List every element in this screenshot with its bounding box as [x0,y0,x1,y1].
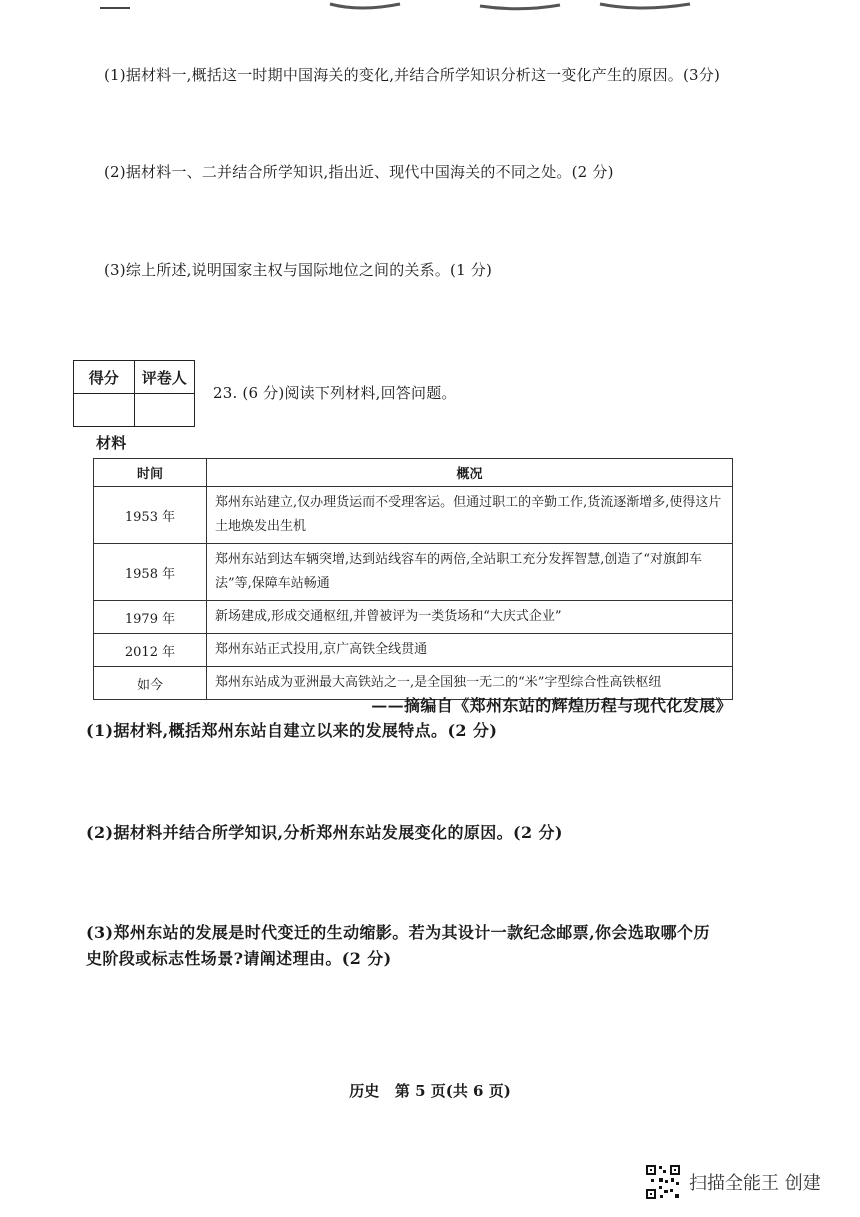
scanner-watermark [645,1163,821,1201]
header-overview: 概况 [207,459,733,487]
table-header-row [94,459,733,487]
header-time: 时间 [94,459,207,487]
row-desc: 郑州东站正式投用,京广高铁全线贯通 [207,634,733,667]
top-edge-scan-marks [0,0,860,14]
score-cell[interactable] [74,394,135,427]
row-year: 1953 年 [94,487,207,544]
grader-label: 评卷人 [134,361,195,394]
material-source: ——摘编自《郑州东站的辉煌历程与现代化发展》 [371,696,732,715]
question-22-3: (3)综上所述,说明国家主权与国际地位之间的关系。(1 分) [104,261,493,279]
row-year: 1979 年 [94,601,207,634]
table-row [94,544,733,601]
qr-code-icon [645,1164,681,1200]
table-row [94,487,733,544]
question-23-2: (2)据材料并结合所学知识,分析郑州东站发展变化的原因。(2 分) [86,823,563,842]
question-23-3-line2: 史阶段或标志性场景?请阐述理由。(2 分) [86,949,392,968]
table-row [94,601,733,634]
question-23-title: 23. (6 分)阅读下列材料,回答问题。 [213,384,457,402]
page-footer: 历史 第 5 页(共 6 页) [349,1082,511,1100]
question-22-2: (2)据材料一、二并结合所学知识,指出近、现代中国海关的不同之处。(2 分) [104,163,614,181]
row-year: 如今 [94,667,207,700]
score-label: 得分 [74,361,135,394]
grader-cell[interactable] [134,394,195,427]
table-row [94,634,733,667]
row-desc: 新场建成,形成交通枢纽,并曾被评为一类货场和“大庆式企业” [207,601,733,634]
material-label: 材料 [96,434,127,452]
score-box [73,360,195,427]
row-year: 2012 年 [94,634,207,667]
row-desc: 郑州东站建立,仅办理货运而不受理客运。但通过职工的辛勤工作,货流逐渐增多,使得这片土地焕发出生机 [207,487,733,544]
row-desc: 郑州东站到达车辆突增,达到站线容车的两倍,全站职工充分发挥智慧,创造了“对旗卸车法”等,保障车站畅通 [207,544,733,601]
watermark-text: 扫描全能王 创建 [689,1173,821,1194]
row-year: 1958 年 [94,544,207,601]
question-22-1: (1)据材料一,概括这一时期中国海关的变化,并结合所学知识分析这一变化产生的原因。(3分) [104,66,721,84]
row-desc: 郑州东站成为亚洲最大高铁站之一,是全国独一无二的“米”字型综合性高铁枢纽 [207,667,733,700]
question-23-3-line1: (3)郑州东站的发展是时代变迁的生动缩影。若为其设计一款纪念邮票,你会选取哪个历 [86,923,710,942]
material-table [93,458,733,700]
question-23-1: (1)据材料,概括郑州东站自建立以来的发展特点。(2 分) [86,721,498,740]
